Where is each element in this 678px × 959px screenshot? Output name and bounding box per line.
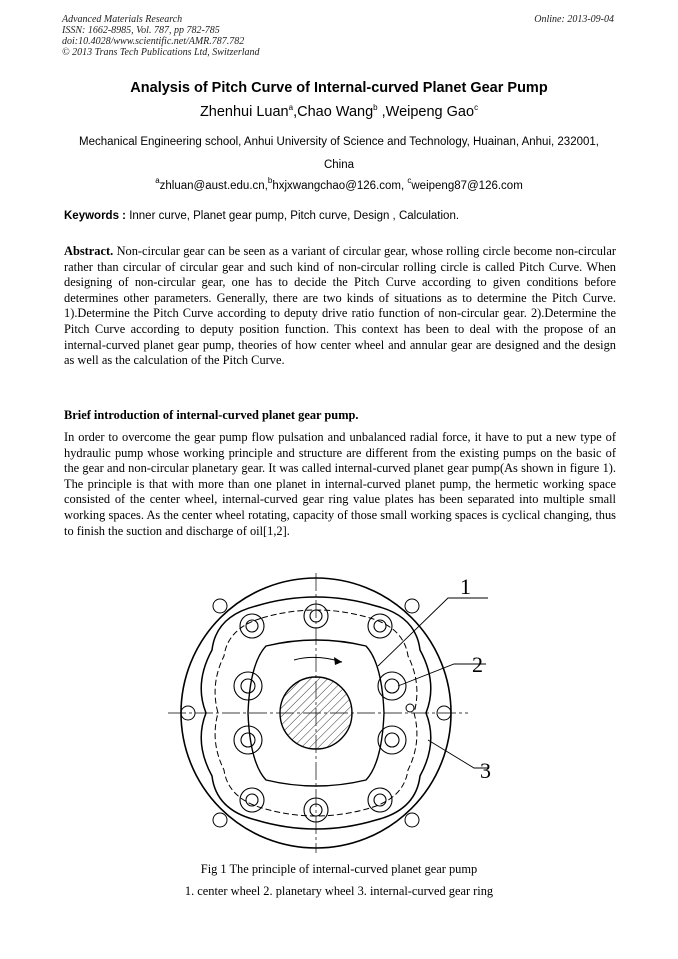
planet-wheel xyxy=(374,794,386,806)
part-label-2: 2 xyxy=(472,652,483,677)
section-heading: Brief introduction of internal-curved planet gear pump. xyxy=(64,408,359,422)
email-address[interactable]: zhluan@aust.edu.cn, xyxy=(159,180,268,192)
part-label-3: 3 xyxy=(480,758,491,783)
part-label-1: 1 xyxy=(460,574,471,599)
author-sup: a xyxy=(288,103,294,112)
bolt-hole xyxy=(213,813,227,827)
pump-figure xyxy=(158,568,518,858)
section-body: In order to overcome the gear pump flow pulsation and unbalanced radial force, it have to put a new type of hydraulic pump whose working principle and structure are different from the existing pumps on the basic of the gear and non-circular planetary gear. It was called internal-curved planet gear pump(As shown in figure 1). The principle is that with more than one planet in internal-curved planet pump, the hermetic working space consisted of the center wheel, internal-curved gear ring value plates has been separated into multiple small working spaces. As the center wheel rotating, capacity of those small working spaces is cyclical changing, thus to finish the suction and discharge of oil[1,2]. xyxy=(64,430,616,538)
email-sup: a xyxy=(155,176,160,185)
abstract xyxy=(64,244,616,369)
journal-header xyxy=(62,14,260,58)
author-sup: b xyxy=(373,103,378,112)
journal-copyright: © 2013 Trans Tech Publications Ltd, Switzerland xyxy=(62,47,260,58)
author-sup: c xyxy=(474,103,479,112)
paper-title: Analysis of Pitch Curve of Internal-curved Planet Gear Pump xyxy=(130,80,548,96)
email-address[interactable]: hxjxwangchao@126.com, xyxy=(272,180,408,192)
affiliation: Mechanical Engineering school, Anhui University of Science and Technology, Huainan, Anhui, 232001, China xyxy=(79,136,599,171)
planet-wheel xyxy=(241,733,255,747)
email-sup: c xyxy=(407,176,412,185)
leader-3 xyxy=(428,740,488,768)
journal-name: Advanced Materials Research xyxy=(62,14,183,25)
abstract-text: Non-circular gear can be seen as a variant of circular gear, whose rolling circle become non-circular rather than circular of circular gear and such kind of non-circular rolling circle is called Pitch Curve. When designing of non-circular gear, one has to decide the Pitch Curve according to given conditions before determines other parameters. Generally, there are two kinds of situations as to determine the Pitch Curve. 1).Determine the Pitch Curve according to deputy drive ratio function of non-circular gear. 2).Determine the Pitch Curve according to deputy position function. This context has been to deal with the propose of an internal-curved planet gear pump, theories of how center wheel and annular gear are designed and the design as well as the calculation of the Pitch Curve. xyxy=(64,244,616,368)
email-address[interactable]: weipeng87@126.com xyxy=(411,180,523,192)
keywords xyxy=(64,210,624,222)
journal-issn: ISSN: 1662-8985, Vol. 787, pp 782-785 xyxy=(62,25,220,36)
journal-doi: doi:10.4028/www.scientific.net/AMR.787.782 xyxy=(62,36,245,47)
author-name: ,Weipeng Gao xyxy=(377,104,475,120)
planet-wheel xyxy=(241,679,255,693)
arrow-head xyxy=(334,657,342,665)
author-name: ,Chao Wang xyxy=(293,104,374,120)
author-name: Zhenhui Luan xyxy=(199,104,289,120)
planet-wheel xyxy=(234,672,262,700)
abstract-label: Abstract. xyxy=(64,244,114,258)
bolt-hole xyxy=(405,813,419,827)
planet-wheel xyxy=(234,726,262,754)
bolt-hole xyxy=(213,599,227,613)
online-date: Online: 2013-09-04 xyxy=(534,14,614,25)
email-list xyxy=(0,176,678,192)
figure-caption: Fig 1 The principle of internal-curved planet gear pump xyxy=(200,862,478,876)
author-list xyxy=(0,103,678,120)
keywords-text: Inner curve, Planet gear pump, Pitch curve, Design , Calculation. xyxy=(126,210,460,222)
planet-wheel xyxy=(385,733,399,747)
email-sup: b xyxy=(267,176,273,185)
bolt-hole xyxy=(405,599,419,613)
small-hole xyxy=(406,704,414,712)
shaft xyxy=(280,677,352,749)
keywords-label: Keywords : xyxy=(64,210,126,222)
figure-legend: 1. center wheel 2. planetary wheel 3. internal-curved gear ring xyxy=(184,884,494,898)
planet-wheel xyxy=(385,679,399,693)
